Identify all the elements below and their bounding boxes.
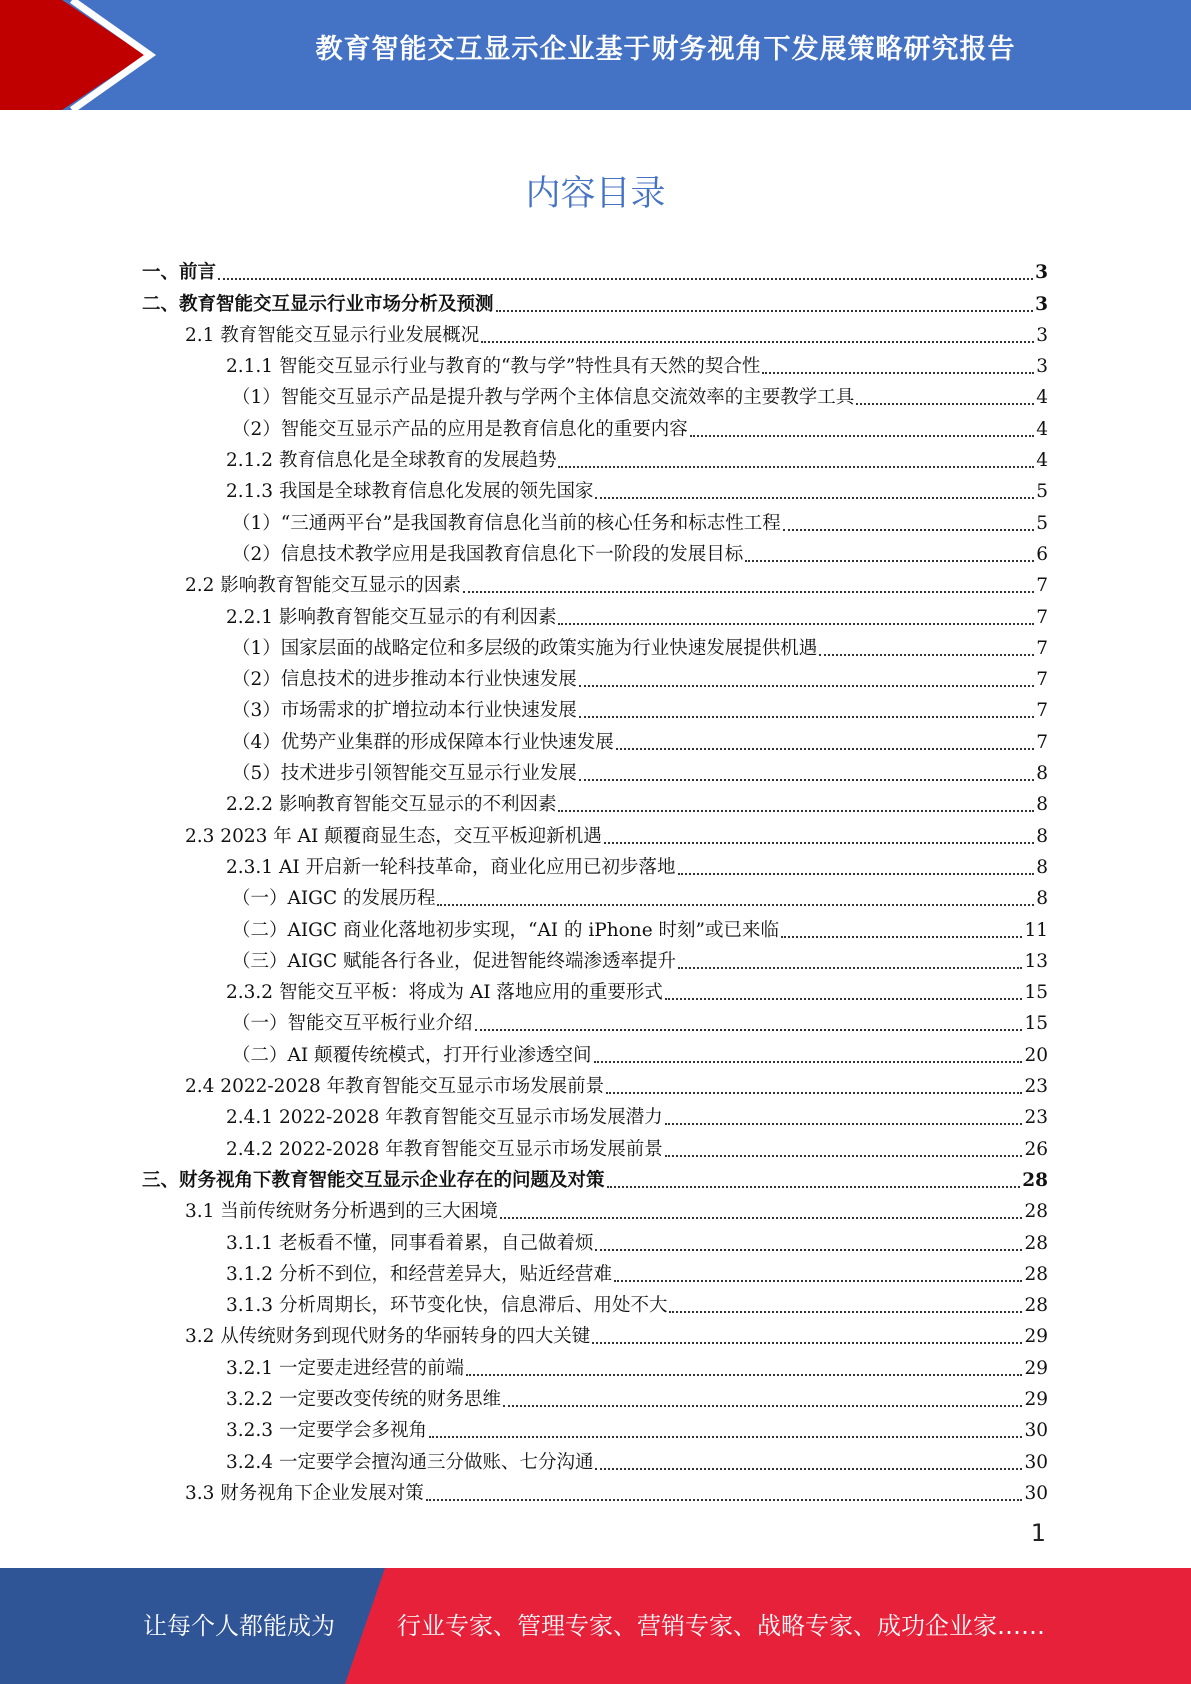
toc-dot-leader (745, 560, 1034, 562)
toc-entry-page: 7 (1036, 700, 1048, 722)
toc-entry-page: 11 (1024, 919, 1048, 941)
toc-dot-leader (604, 842, 1035, 844)
toc-entry[interactable] (142, 317, 1048, 348)
toc-entry-text: （2）智能交互显示产品的应用是教育信息化的重要内容 (232, 418, 688, 440)
toc-entry-text: （1）“三通两平台”是我国教育信息化当前的核心任务和标志性工程 (232, 512, 781, 534)
toc-dot-leader (783, 529, 1035, 531)
toc-entry[interactable] (142, 1381, 1048, 1412)
toc-dot-leader (665, 1155, 1023, 1157)
toc-dot-leader (500, 1217, 1023, 1219)
toc-entry-text: 3.1.3 分析周期长，环节变化快，信息滞后、用处不大 (226, 1295, 668, 1317)
toc-entry-page: 6 (1036, 543, 1048, 565)
toc-entry[interactable] (142, 379, 1048, 410)
toc-dot-leader (437, 904, 1034, 906)
toc-entry[interactable] (142, 473, 1048, 504)
toc-dot-leader (665, 1123, 1023, 1125)
toc-dot-leader (475, 1029, 1023, 1031)
toc-entry-text: 3.1.1 老板看不懂，同事看着累，自己做着烦 (226, 1232, 594, 1254)
toc-entry[interactable] (142, 1193, 1048, 1224)
toc-dot-leader (595, 497, 1034, 499)
toc-entry-text: 3.2 从传统财务到现代财务的华丽转身的四大关键 (185, 1326, 591, 1348)
toc-dot-leader (606, 1092, 1022, 1094)
toc-entry-page: 29 (1024, 1326, 1048, 1348)
toc-entry-text: 2.4.2 2022-2028 年教育智能交互显示市场发展前景 (226, 1138, 663, 1160)
toc-entry-page: 23 (1024, 1076, 1048, 1098)
toc-entry-text: 2.3 2023 年 AI 颠覆商显生态，交互平板迎新机遇 (185, 825, 602, 847)
toc-dot-leader (819, 654, 1034, 656)
page-header (0, 0, 1191, 110)
header-title: 教育智能交互显示企业基于财务视角下发展策略研究报告 (315, 34, 1016, 65)
toc-entry-text: 2.1.3 我国是全球教育信息化发展的领先国家 (226, 481, 594, 503)
toc-entry-page: 7 (1036, 606, 1048, 628)
page-footer (0, 1568, 1191, 1684)
toc-entry-page: 5 (1036, 512, 1048, 534)
toc-entry-text: 2.2.2 影响教育智能交互显示的不利因素 (226, 794, 557, 816)
toc-entry-text: 2.3.1 AI 开启新一轮科技革命，商业化应用已初步落地 (226, 856, 676, 878)
toc-dot-leader (481, 341, 1034, 343)
toc-entry-text: 2.3.2 智能交互平板：将成为 AI 落地应用的重要形式 (226, 982, 663, 1004)
toc-entry-page: 23 (1024, 1107, 1048, 1129)
toc-entry[interactable] (142, 1475, 1048, 1506)
toc-entry-page: 13 (1024, 950, 1048, 972)
toc-entry-page: 3 (1036, 356, 1048, 378)
toc-entry[interactable] (142, 1099, 1048, 1130)
toc-dot-leader (762, 372, 1034, 374)
toc-entry-text: 三、财务视角下教育智能交互显示企业存在的问题及对策 (142, 1169, 605, 1191)
toc-entry-text: 3.2.3 一定要学会多视角 (226, 1420, 427, 1442)
toc-dot-leader (218, 278, 1033, 280)
toc-dot-leader (781, 936, 1022, 938)
toc-dot-leader (678, 873, 1035, 875)
toc-entry-page: 8 (1036, 794, 1048, 816)
toc-entry-page: 8 (1036, 856, 1048, 878)
toc-dot-leader (592, 1342, 1022, 1344)
toc-entry[interactable] (142, 285, 1048, 316)
footer-slogan-left: 让每个人都能成为 (143, 1612, 335, 1640)
toc-entry-page: 7 (1036, 669, 1048, 691)
toc-dot-leader (496, 310, 1034, 312)
toc-entry-text: （1）国家层面的战略定位和多层级的政策实施为行业快速发展提供机遇 (232, 637, 818, 659)
toc-entry-text: 2.1 教育智能交互显示行业发展概况 (185, 324, 480, 346)
toc-dot-leader (426, 1499, 1023, 1501)
toc-entry[interactable] (142, 442, 1048, 473)
toc-entry-text: （一）AIGC 的发展历程 (232, 888, 436, 910)
toc-entry-page: 30 (1024, 1482, 1048, 1504)
toc-entry-text: 3.1.2 分析不到位，和经营差异大，贴近经营难 (226, 1263, 612, 1285)
toc-entry[interactable] (142, 661, 1048, 692)
toc-entry-text: 2.4 2022-2028 年教育智能交互显示市场发展前景 (185, 1076, 605, 1098)
toc-entry-page: 8 (1036, 888, 1048, 910)
toc-dot-leader (579, 716, 1034, 718)
toc-entry[interactable] (142, 880, 1048, 911)
toc-entry[interactable] (142, 943, 1048, 974)
toc-entry[interactable] (142, 254, 1048, 285)
toc-dot-leader (466, 1374, 1022, 1376)
toc-dot-leader (690, 435, 1034, 437)
toc-entry-page: 8 (1036, 763, 1048, 785)
toc-entry[interactable] (142, 849, 1048, 880)
toc-dot-leader (665, 998, 1023, 1000)
toc-entry-text: 2.4.1 2022-2028 年教育智能交互显示市场发展潜力 (226, 1107, 663, 1129)
toc-entry-text: 一、前言 (142, 262, 217, 284)
toc-entry-page: 30 (1024, 1451, 1048, 1473)
toc-entry[interactable] (142, 1349, 1048, 1380)
toc-entry-page: 28 (1024, 1295, 1048, 1317)
toc-entry[interactable] (142, 1287, 1048, 1318)
toc-dot-leader (614, 1280, 1022, 1282)
toc-entry-page: 4 (1036, 387, 1048, 409)
toc-entry-page: 28 (1022, 1169, 1048, 1191)
toc-entry-text: 2.2 影响教育智能交互显示的因素 (185, 575, 461, 597)
toc-entry-page: 15 (1024, 982, 1048, 1004)
toc-entry-page: 4 (1036, 418, 1048, 440)
toc-entry-page: 29 (1024, 1357, 1048, 1379)
toc-entry[interactable] (142, 1318, 1048, 1349)
toc-entry[interactable] (142, 755, 1048, 786)
toc-dot-leader (579, 779, 1034, 781)
toc-entry-page: 7 (1036, 731, 1048, 753)
toc-entry-page: 28 (1024, 1201, 1048, 1223)
toc-dot-leader (607, 1186, 1021, 1188)
toc-entry-page: 29 (1024, 1388, 1048, 1410)
toc-entry[interactable] (142, 504, 1048, 535)
toc-dot-leader (558, 623, 1034, 625)
toc-entry-page: 5 (1036, 481, 1048, 503)
toc-entry[interactable] (142, 1068, 1048, 1099)
toc-entry-text: （三）AIGC 赋能各行各业，促进智能终端渗透率提升 (232, 950, 676, 972)
toc-dot-leader (503, 1405, 1022, 1407)
toc-entry[interactable] (142, 1005, 1048, 1036)
toc-entry-text: 2.2.1 影响教育智能交互显示的有利因素 (226, 606, 557, 628)
toc-entry[interactable] (142, 1224, 1048, 1255)
toc-dot-leader (595, 1468, 1022, 1470)
toc-entry[interactable] (142, 348, 1048, 379)
toc-entry-text: 3.2.1 一定要走进经营的前端 (226, 1357, 464, 1379)
toc-entry-page: 7 (1036, 637, 1048, 659)
toc-entry[interactable] (142, 1256, 1048, 1287)
toc-dot-leader (669, 1311, 1022, 1313)
toc-entry[interactable] (142, 1036, 1048, 1067)
toc-entry-page: 8 (1036, 825, 1048, 847)
footer-slogan-right: 行业专家、管理专家、营销专家、战略专家、成功企业家…… (397, 1612, 1045, 1640)
table-of-contents (142, 254, 1048, 1506)
toc-dot-leader (463, 591, 1034, 593)
toc-entry[interactable] (142, 536, 1048, 567)
toc-dot-leader (595, 1249, 1022, 1251)
toc-entry-page: 4 (1036, 450, 1048, 472)
toc-entry-page: 28 (1024, 1232, 1048, 1254)
toc-dot-leader (616, 748, 1034, 750)
toc-dot-leader (594, 1061, 1023, 1063)
toc-title: 内容目录 (525, 174, 666, 214)
toc-entry[interactable] (142, 974, 1048, 1005)
toc-entry-text: 2.1.2 教育信息化是全球教育的发展趋势 (226, 450, 557, 472)
toc-entry[interactable] (142, 817, 1048, 848)
toc-entry[interactable] (142, 1162, 1048, 1193)
toc-dot-leader (558, 810, 1034, 812)
toc-entry[interactable] (142, 723, 1048, 754)
toc-entry-text: 3.1 当前传统财务分析遇到的三大困境 (185, 1201, 498, 1223)
toc-entry[interactable] (142, 598, 1048, 629)
toc-entry-text: （2）信息技术的进步推动本行业快速发展 (232, 669, 577, 691)
toc-entry[interactable] (142, 692, 1048, 723)
toc-dot-leader (856, 403, 1034, 405)
toc-dot-leader (558, 466, 1034, 468)
toc-entry-text: （二）AI 颠覆传统模式，打开行业渗透空间 (232, 1044, 592, 1066)
toc-entry[interactable] (142, 911, 1048, 942)
toc-entry-text: （二）AIGC 商业化落地初步实现，“AI 的 iPhone 时刻”或已来临 (232, 919, 779, 941)
toc-entry-text: （5）技术进步引领智能交互显示行业发展 (232, 763, 577, 785)
toc-entry[interactable] (142, 630, 1048, 661)
toc-entry-page: 26 (1024, 1138, 1048, 1160)
toc-entry-page: 3 (1035, 262, 1048, 284)
toc-entry-page: 30 (1024, 1420, 1048, 1442)
toc-entry-text: （1）智能交互显示产品是提升教与学两个主体信息交流效率的主要教学工具 (232, 387, 855, 409)
toc-entry-text: 3.3 财务视角下企业发展对策 (185, 1482, 424, 1504)
toc-entry-text: （一）智能交互平板行业介绍 (232, 1013, 473, 1035)
toc-entry-text: （3）市场需求的扩增拉动本行业快速发展 (232, 700, 577, 722)
toc-entry-page: 28 (1024, 1263, 1048, 1285)
toc-entry-text: 2.1.1 智能交互显示行业与教育的“教与学”特性具有天然的契合性 (226, 356, 761, 378)
toc-dot-leader (579, 685, 1034, 687)
toc-entry-page: 20 (1024, 1044, 1048, 1066)
toc-entry-text: 3.2.4 一定要学会擅沟通三分做账、七分沟通 (226, 1451, 594, 1473)
toc-dot-leader (429, 1436, 1022, 1438)
toc-entry-text: 3.2.2 一定要改变传统的财务思维 (226, 1388, 501, 1410)
toc-entry[interactable] (142, 1130, 1048, 1161)
toc-entry-page: 3 (1036, 324, 1048, 346)
toc-entry-text: 二、教育智能交互显示行业市场分析及预测 (142, 293, 494, 315)
page-number: 1 (1030, 1519, 1046, 1547)
toc-entry-page: 15 (1024, 1013, 1048, 1035)
toc-entry[interactable] (142, 567, 1048, 598)
toc-entry-text: （2）信息技术教学应用是我国教育信息化下一阶段的发展目标 (232, 543, 744, 565)
toc-entry[interactable] (142, 410, 1048, 441)
toc-entry-text: （4）优势产业集群的形成保障本行业快速发展 (232, 731, 614, 753)
toc-entry[interactable] (142, 786, 1048, 817)
toc-entry[interactable] (142, 1443, 1048, 1474)
toc-entry-page: 3 (1035, 293, 1048, 315)
toc-entry[interactable] (142, 1412, 1048, 1443)
toc-entry-page: 7 (1036, 575, 1048, 597)
toc-dot-leader (678, 967, 1022, 969)
